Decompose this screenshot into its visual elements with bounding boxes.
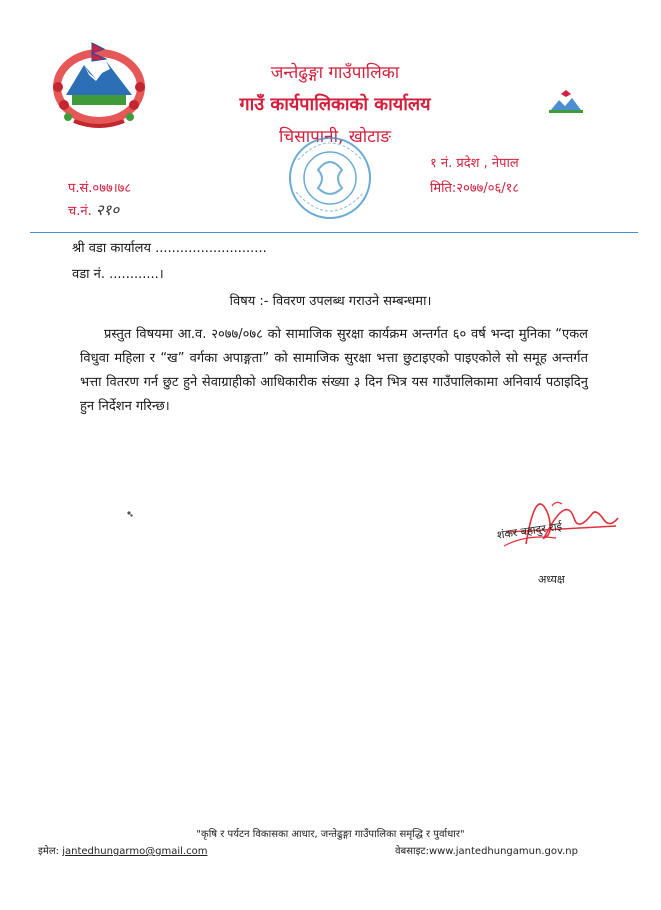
addressee-ward: वडा नं. ............।	[72, 267, 164, 282]
letter-date: मिति:२०७७/०६/१८	[430, 181, 520, 196]
footer-website	[395, 843, 578, 857]
dispatch-number	[68, 200, 119, 220]
website-label: वेबसाइट:	[395, 846, 429, 857]
letter-reference-number: प.सं.०७७।७८	[68, 181, 132, 196]
nepal-emblem-icon	[44, 35, 154, 130]
signatory-name: शंकर बहादुर राई	[496, 519, 563, 542]
office-name: गाउँ कार्यपालिकाको कार्यालय	[239, 94, 431, 115]
email-link[interactable]: jantedhungarmo@gmail.com	[62, 846, 208, 857]
signatory-title: अध्यक्ष	[538, 573, 565, 586]
email-label: इमेल:	[38, 846, 60, 857]
municipality-logo-icon	[547, 88, 585, 114]
office-stamp-icon	[282, 130, 378, 226]
footer-email	[38, 843, 208, 857]
ink-mark-icon	[126, 510, 134, 518]
website-link[interactable]: www.jantedhungamun.gov.np	[428, 846, 578, 857]
dispatch-label: च.नं.	[68, 204, 92, 219]
province-label: १ नं. प्रदेश , नेपाल	[430, 156, 519, 171]
municipality-name: जन्तेढुङ्गा गाउँपालिका	[270, 63, 400, 83]
letter-subject: विषय :- विवरण उपलब्ध गराउने सम्बन्धमा।	[229, 294, 432, 309]
office-location: चिसापानी, खोटाङ	[279, 127, 391, 147]
footer-slogan: "कृषि र पर्यटन विकासका आधार, जन्तेढुङ्गा गाउँपालिका समृद्धि र पुर्वाधार"	[196, 829, 465, 840]
letter-body: प्रस्तुत विषयमा आ.व. २०७७/०७८ को सामाजिक सुरक्षा कार्यक्रम अन्तर्गत ६० वर्ष भन्दा मुनिका “एकल विधुवा महिला र “ख” वर्गका अपाङ्गता” को सामाजिक सुरक्षा भत्ता छुटाइएको पाइएकोले सो समूह अन्तर्गत भत्ता वितरण गर्न छुट हुने सेवाग्राहीको आधिकारीक संख्या ३ दिन भित्र यस गाउँपालिकामा अनिवार्य पठाइदिनु हुन निर्देशन गरिन्छ।	[80, 327, 588, 414]
addressee-office: श्री वडा कार्यालय ...........................	[72, 241, 267, 256]
header-divider	[30, 232, 638, 233]
dispatch-value: २१०	[95, 201, 120, 219]
